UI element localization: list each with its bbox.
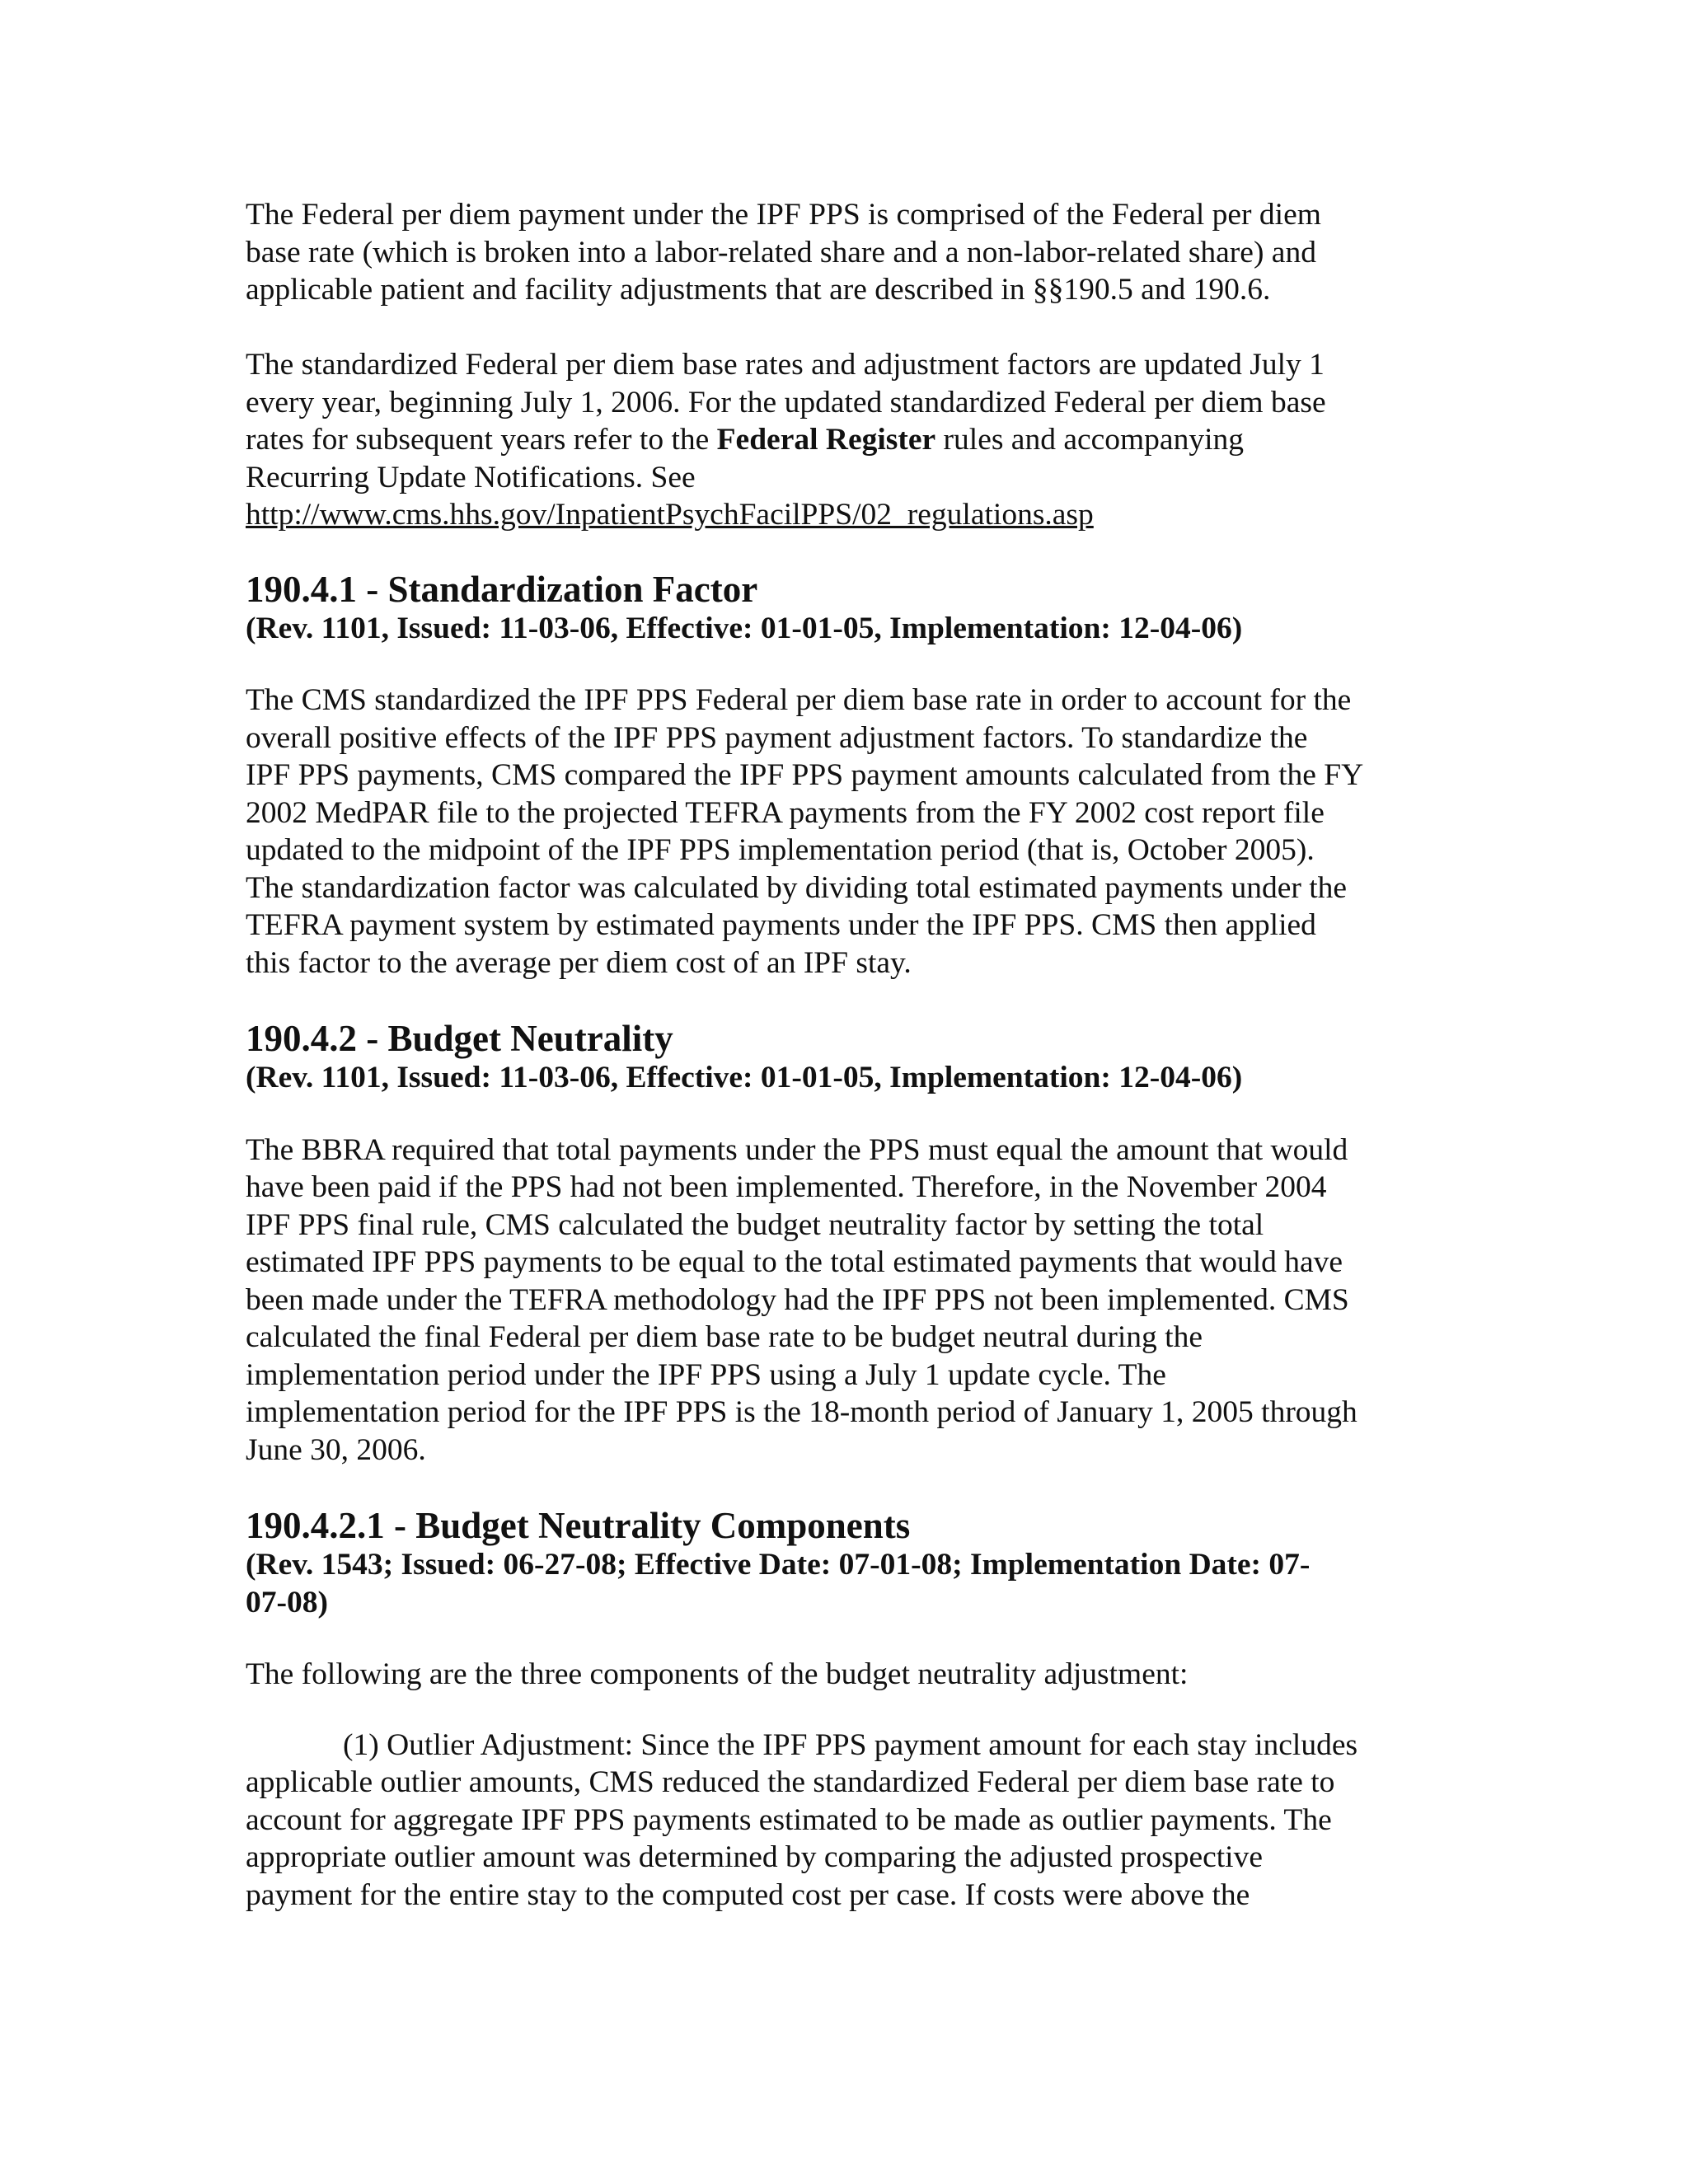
section-budget-neutrality-components [246, 1505, 1441, 1914]
section-body: The following are the three components of the budget neutrality adjustment: [246, 1657, 1189, 1691]
intro-paragraph-1: The Federal per diem payment under the IPF PPS is comprised of the Federal per diem base rate (which is broken into a labor-related share and a non-labor-related share) and applicable patient and facility adjustments that are described in §§190.5 and 190.6. [246, 198, 1321, 307]
section-standardization-factor [246, 569, 1441, 982]
section-body: The CMS standardized the IPF PPS Federal per diem base rate in order to account for the overall positive effects of the IPF PPS payment adjustment factors. To standardize the IPF PPS payments, CMS compared the IPF PPS payment amounts calculated from the FY 2002 MedPAR file to the projected TEFRA payments from the FY 2002 cost report file updated to the midpoint of the IPF PPS implementation period (that is, October 2005). The standardization factor was calculated by dividing total estimated payments under the TEFRA payment system by estimated payments under the IPF PPS. CMS then applied this factor to the average per diem cost of an IPF stay. [246, 683, 1364, 980]
section-heading: 190.4.1 - Standardization Factor [246, 568, 758, 610]
regulations-link[interactable]: http://www.cms.hhs.gov/InpatientPsychFacilPPS/02_regulations.asp [246, 498, 1094, 532]
list-item-outlier-adjustment: (1) Outlier Adjustment: Since the IPF PPS payment amount for each stay includes applicable outlier amounts, CMS reduced the standardized Federal per diem base rate to account for aggregate IPF PPS payments estimated to be made as outlier payments. The appropriate outlier amount was determined by comparing the adjusted prospective payment for the entire stay to the computed cost per case. If costs were above the [246, 1727, 1358, 1912]
intro-paragraph-2 [246, 346, 1441, 534]
revision-note: (Rev. 1101, Issued: 11-03-06, Effective: 01-01-05, Implementation: 12-04-06) [246, 611, 1243, 645]
section-heading: 190.4.2.1 - Budget Neutrality Components [246, 1505, 911, 1546]
intro-paragraph-2-text-a: The standardized Federal per diem base rates and adjustment factors are updated July 1 every year, beginning July 1, 2006. For the updated standardized Federal per diem base rates for subsequent years refer to the [246, 348, 1326, 457]
revision-note: (Rev. 1543; Issued: 06-27-08; Effective Date: 07-01-08; Implementation Date: 07- 07-08) [246, 1548, 1311, 1619]
section-heading: 190.4.2 - Budget Neutrality [246, 1018, 673, 1059]
intro-paragraph-2-text-b: rules and accompanying Recurring Update Notifications. See [246, 423, 1244, 494]
section-budget-neutrality [246, 1018, 1441, 1469]
federal-register-term: Federal Register [716, 423, 936, 457]
revision-note: (Rev. 1101, Issued: 11-03-06, Effective: 01-01-05, Implementation: 12-04-06) [246, 1061, 1243, 1094]
document-page [246, 196, 1441, 1950]
section-body: The BBRA required that total payments under the PPS must equal the amount that would have been paid if the PPS had not been implemented. Therefore, in the November 2004 IPF PPS final rule, CMS calculated the budget neutrality factor by setting the total estimated IPF PPS payments to be equal to the total estimated payments that would have been made under the TEFRA methodology had the IPF PPS not been implemented. CMS calculated the final Federal per diem base rate to be budget neutral during the implementation period under the IPF PPS using a July 1 update cycle. The implementation period for the IPF PPS is the 18-month period of January 1, 2005 through June 30, 2006. [246, 1132, 1357, 1467]
